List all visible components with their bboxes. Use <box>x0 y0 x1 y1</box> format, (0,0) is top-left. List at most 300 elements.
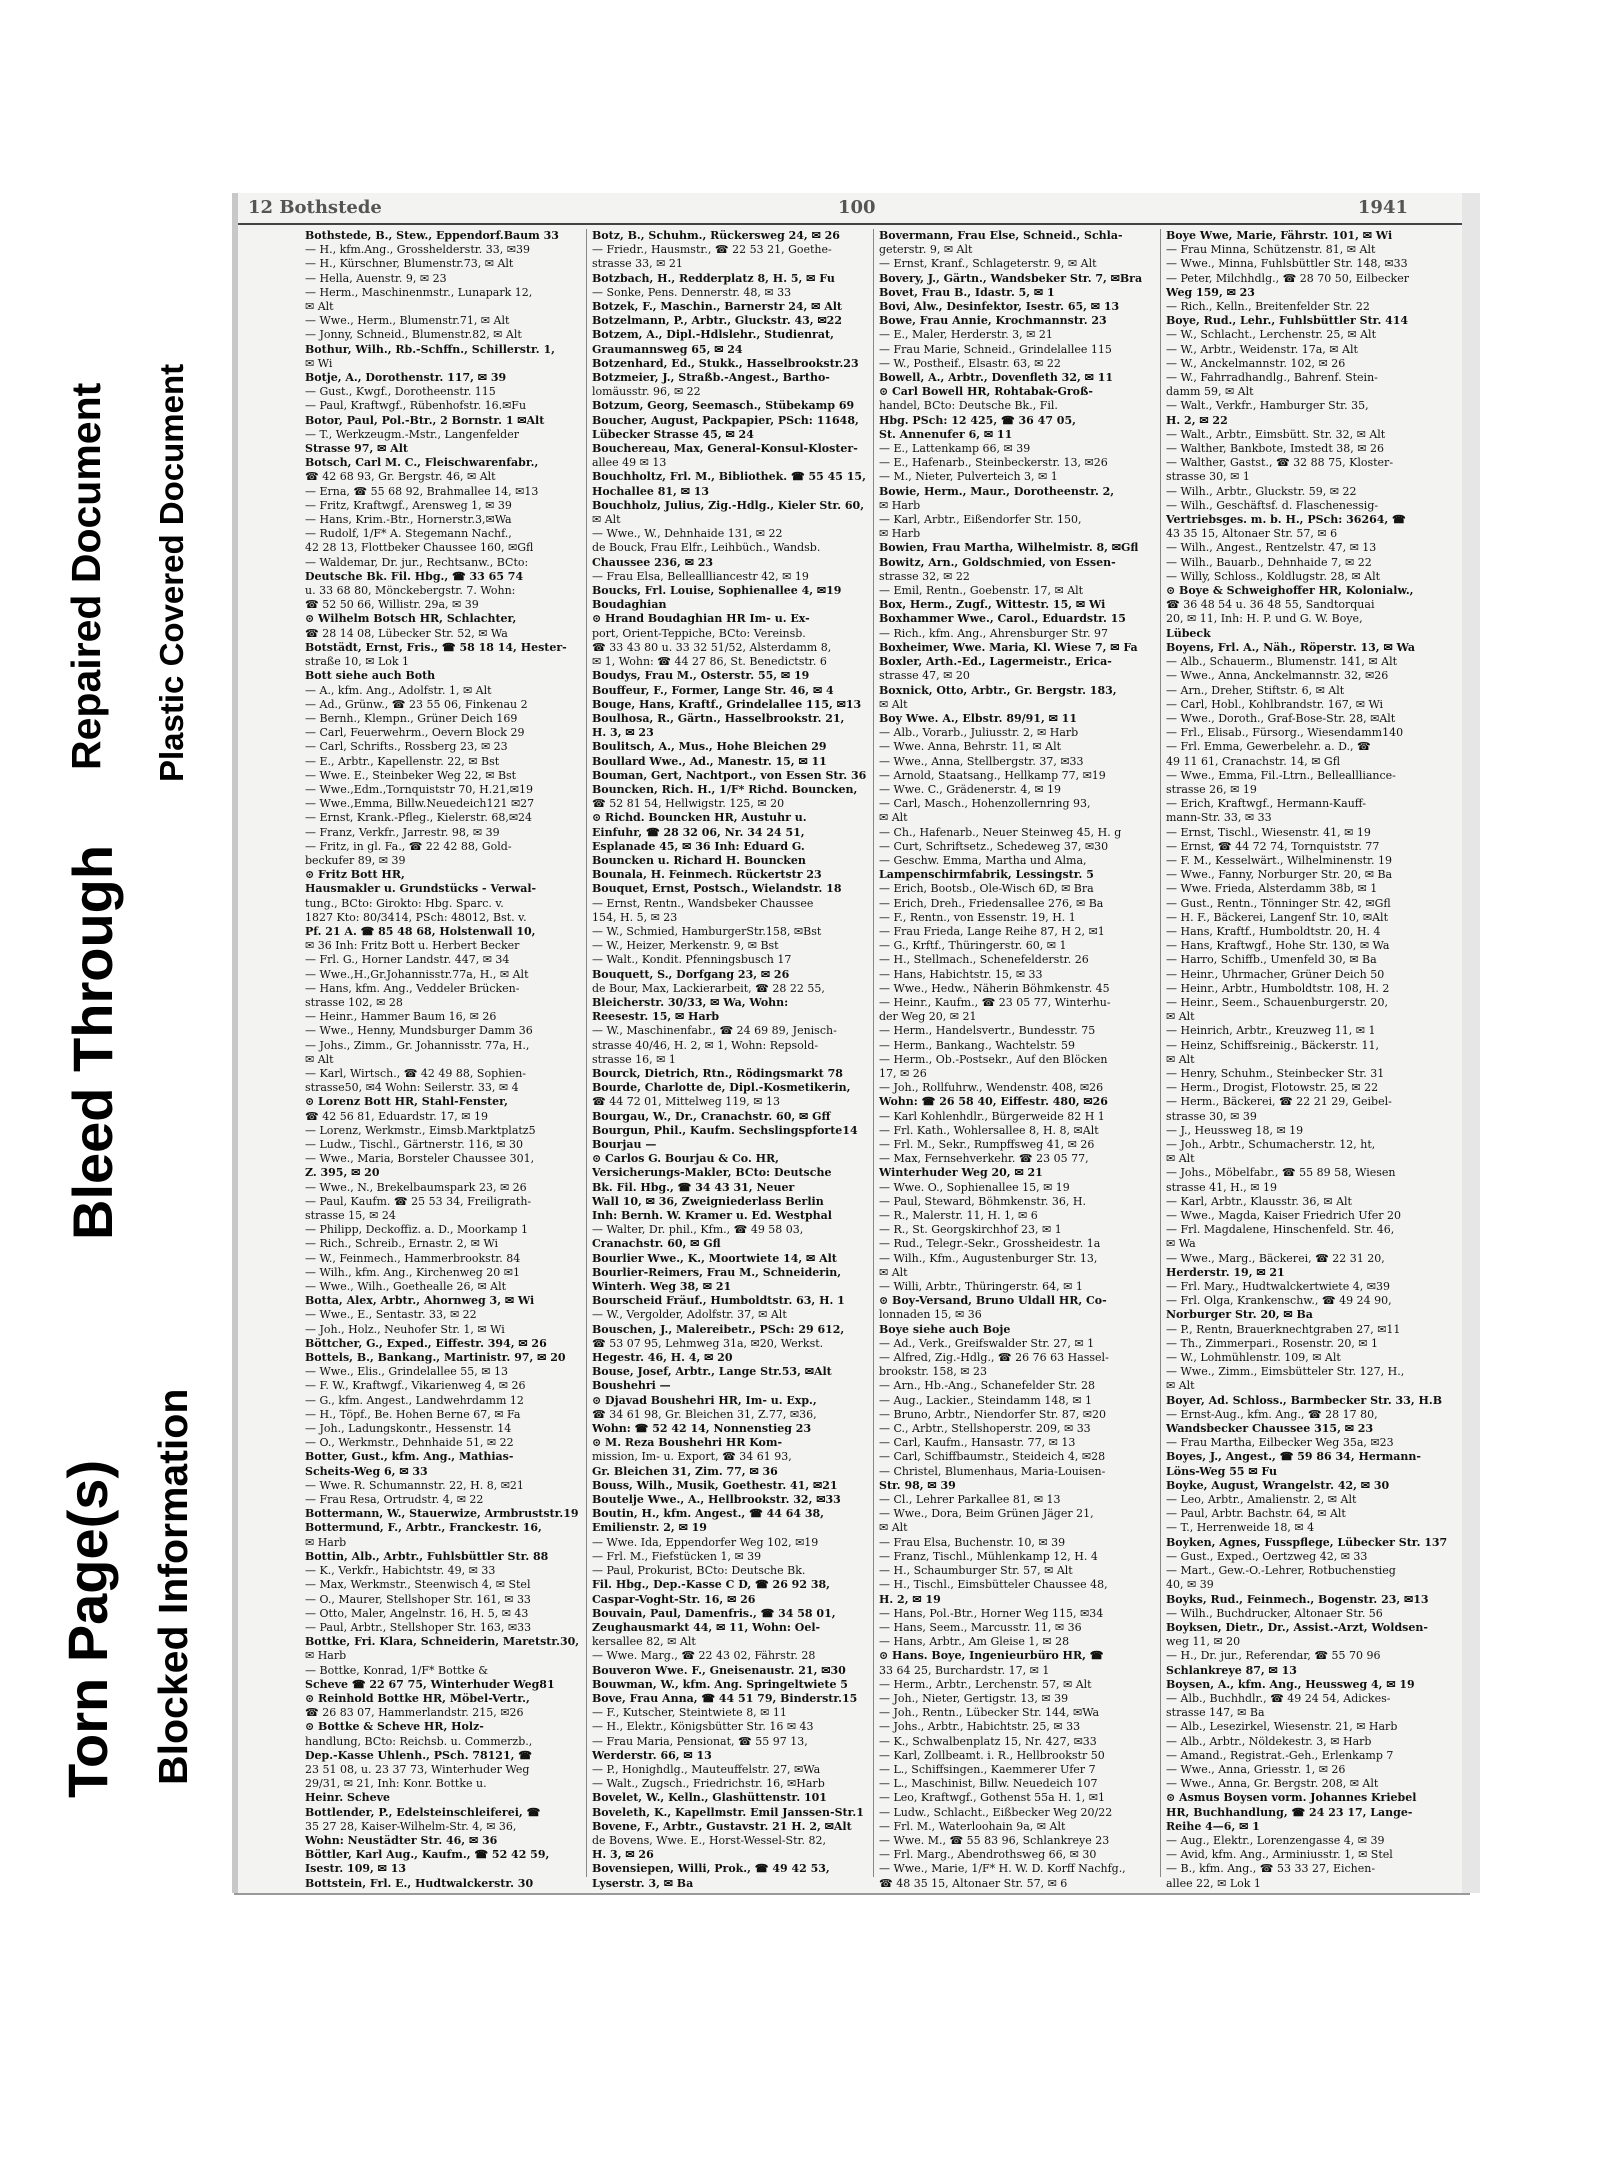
directory-entry: — Wwe., Maria, Borsteler Chaussee 301, <box>305 1152 535 1166</box>
directory-entry: — Wwe., Doroth., Graf-Bose-Str. 28, ✉Alt <box>1166 711 1396 725</box>
directory-entry: — Heinr., Hammer Baum 16, ✉ 26 <box>305 1010 497 1024</box>
directory-entry: — Bruno, Arbtr., Niendorfer Str. 87, ✉20 <box>879 1407 1107 1421</box>
directory-entry: — Avid, kfm. Ang., Arminiusstr. 1, ✉ Stel <box>1166 1848 1393 1862</box>
directory-entry: — W., Anckelmannstr. 102, ✉ 26 <box>1166 356 1346 370</box>
directory-entry: — Alb., Buchhdlr., ☎ 49 24 54, Adickes- <box>1166 1691 1391 1705</box>
directory-entry: Boyes, J., Angest., ☎ 59 86 34, Hermann- <box>1166 1450 1421 1464</box>
directory-entry: Bottlender, P., Edelsteinschleiferei, ☎ <box>305 1805 541 1819</box>
directory-entry: ⊙ M. Reza Boushehri HR Kom- <box>592 1436 783 1450</box>
directory-entry: — F., Rentn., von Essenstr. 19, H. 1 <box>879 910 1076 924</box>
directory-entry: strasse 147, ✉ Ba <box>1166 1706 1265 1720</box>
directory-entry: Boye Wwe, Marie, Fährstr. 101, ✉ Wi <box>1166 229 1393 242</box>
directory-entry: — Wwe. R. Schumannstr. 22, H. 8, ✉21 <box>305 1478 524 1492</box>
directory-entry: Boulhosa, R., Gärtn., Hasselbrookstr. 21, <box>592 711 845 725</box>
directory-entry: Bourscheid Fräuf., Humboldtstr. 63, H. 1 <box>592 1294 845 1308</box>
directory-entry: Bouwman, W., kfm. Ang. Springeltwiete 5 <box>592 1677 848 1691</box>
directory-entry: — Frau Resa, Ortrudstr. 4, ✉ 22 <box>305 1493 484 1507</box>
directory-entry: ⊙ Bottke & Scheve HR, Holz- <box>305 1720 484 1734</box>
directory-entry: — J., Heussweg 18, ✉ 19 <box>1166 1123 1304 1137</box>
directory-entry: — Paul, Kraftwgf., Rübenhofstr. 16.✉Fu <box>305 399 527 413</box>
directory-entry: — Th., Zimmerpari., Rosenstr. 20, ✉ 1 <box>1166 1336 1379 1350</box>
directory-entry: — Wwe., Fanny, Norburger Str. 20, ✉ Ba <box>1166 868 1393 882</box>
directory-column-1 <box>300 229 587 1890</box>
directory-entry: Lübeck <box>1166 626 1211 640</box>
directory-entry: ☎ 26 83 07, Hammerlandstr. 215, ✉26 <box>305 1706 524 1720</box>
directory-entry: — Harro, Schiffb., Umenfeld 30, ✉ Ba <box>1166 953 1377 967</box>
directory-entry: Bouschen, J., Malereibetr., PSch: 29 612, <box>592 1322 845 1336</box>
directory-entry: — P., Rentn, Brauerknechtgraben 27, ✉11 <box>1166 1322 1401 1336</box>
directory-entry: — Ch., Hafenarb., Neuer Steinweg 45, H. g <box>879 825 1122 839</box>
directory-entry: Bouncken, Rich. H., 1/F* Richd. Bouncken, <box>592 782 858 796</box>
directory-entry: Boutelje Wwe., A., Hellbrookstr. 32, ✉33 <box>592 1493 841 1507</box>
directory-entry: — Joh., Holz., Neuhofer Str. 1, ✉ Wi <box>305 1322 505 1336</box>
directory-entry: — Frl. Mary., Hudtwalckertwiete 4, ✉39 <box>1166 1280 1390 1294</box>
directory-entry: lomäusstr. 96, ✉ 22 <box>592 385 701 399</box>
directory-entry: ⊙ Reinhold Bottke HR, Möbel-Vertr., <box>305 1691 530 1705</box>
directory-entry: — G., kfm. Angest., Landwehrdamm 12 <box>305 1393 524 1407</box>
directory-entry: — Johs., Zimm., Gr. Johannisstr. 77a, H., <box>305 1038 530 1052</box>
directory-entry: Boyks, Rud., Feinmech., Bogenstr. 23, ✉13 <box>1166 1592 1429 1606</box>
directory-entry: Wall 10, ✉ 36, Zweigniederlass Berlin <box>592 1194 824 1208</box>
directory-entry: — W., Schlacht., Lerchenstr. 25, ✉ Alt <box>1166 328 1376 342</box>
directory-entry: Bouse, Josef, Arbtr., Lange Str.53, ✉Alt <box>592 1365 832 1379</box>
directory-entry: Bovery, J., Gärtn., Wandsbeker Str. 7, ✉Bra <box>879 271 1143 285</box>
directory-entry: — Fritz, Kraftwgf., Arensweg 1, ✉ 39 <box>305 498 512 512</box>
directory-entry: — Max, Fernsehverkehr. ☎ 23 05 77, <box>879 1152 1089 1166</box>
directory-entry: Bowe, Frau Annie, Krochmannstr. 23 <box>879 314 1107 328</box>
directory-entry: strasse 15, ✉ 24 <box>305 1209 396 1223</box>
directory-entry: — Wwe. O., Sophienallee 15, ✉ 19 <box>879 1180 1070 1194</box>
directory-entry: — Bottke, Konrad, 1/F* Bottke & <box>305 1663 489 1677</box>
directory-entry: — L., Schiffsingen., Kaemmerer Ufer 7 <box>879 1762 1096 1776</box>
directory-entry: ✉ Alt <box>1166 1052 1195 1066</box>
directory-entry: — Carl, Masch., Hohenzollernring 93, <box>879 797 1091 811</box>
directory-entry: — Wwe., Marg., Bäckerei, ☎ 22 31 20, <box>1166 1251 1385 1265</box>
directory-entry: — Erna, ☎ 55 68 92, Brahmallee 14, ✉13 <box>305 484 539 498</box>
directory-entry: ☎ 42 68 93, Gr. Bergstr. 46, ✉ Alt <box>305 470 496 484</box>
directory-entry: Botje, A., Dorothenstr. 117, ✉ 39 <box>305 371 507 385</box>
directory-entry: 43 35 15, Altonaer Str. 57, ✉ 6 <box>1166 527 1338 541</box>
directory-entry: kersallee 82, ✉ Alt <box>592 1635 696 1649</box>
directory-entry: — Paul, Kaufm. ☎ 25 53 34, Freiligrath- <box>305 1194 532 1208</box>
directory-entry: Vertriebsges. m. b. H., PSch: 36264, ☎ <box>1166 513 1406 527</box>
directory-entry: strasse 32, ✉ 22 <box>879 569 970 583</box>
directory-entry: — F. W., Kraftwgf., Vikarienweg 4, ✉ 26 <box>305 1379 526 1393</box>
directory-entry: ⊙ Hrand Boudaghian HR Im- u. Ex- <box>592 612 810 626</box>
directory-columns <box>300 229 1448 1890</box>
directory-entry: Winterhuder Weg 20, ✉ 21 <box>879 1166 1043 1180</box>
directory-entry: ⊙ Fritz Bott HR, <box>305 868 405 882</box>
directory-entry: — R., St. Georgskirchhof 23, ✉ 1 <box>879 1223 1062 1237</box>
directory-entry: ✉ Alt <box>879 1521 908 1535</box>
directory-entry: Botsch, Carl M. C., Fleischwarenfabr., <box>305 456 539 470</box>
directory-entry: Botzem, A., Dipl.-Hdlslehr., Studienrat, <box>592 328 834 342</box>
directory-entry: Cranachstr. 60, ✉ Gfl <box>592 1237 721 1251</box>
directory-entry: Böttcher, G., Exped., Eiffestr. 394, ✉ 26 <box>305 1336 547 1350</box>
directory-entry: — E., Arbtr., Kapellenstr. 22, ✉ Bst <box>305 754 500 768</box>
directory-entry: ☎ 48 35 15, Altonaer Str. 57, ✉ 6 <box>879 1876 1068 1890</box>
directory-entry: — Max, Werkmstr., Steenwisch 4, ✉ Stel <box>305 1578 531 1592</box>
directory-entry: Graumannsweg 65, ✉ 24 <box>592 342 743 356</box>
directory-entry: — A., kfm. Ang., Adolfstr. 1, ✉ Alt <box>305 683 492 697</box>
directory-entry: — Amand., Registrat.-Geh., Erlenkamp 7 <box>1166 1748 1394 1762</box>
directory-entry: strasse 47, ✉ 20 <box>879 669 970 683</box>
directory-entry: ⊙ Asmus Boysen vorm. Johannes Kriebel <box>1166 1791 1417 1805</box>
directory-entry: Reihe 4—6, ✉ 1 <box>1166 1819 1260 1833</box>
directory-entry: Boudys, Frau M., Osterstr. 55, ✉ 19 <box>592 669 810 683</box>
directory-entry: — Hella, Auenstr. 9, ✉ 23 <box>305 271 447 285</box>
directory-entry: — Herm., Handelsvertr., Bundesstr. 75 <box>879 1024 1096 1038</box>
directory-entry: — K., Verkfr., Habichtstr. 49, ✉ 33 <box>305 1564 496 1578</box>
directory-entry: 49 11 61, Cranachstr. 14, ✉ Gfl <box>1166 754 1341 768</box>
directory-entry: — Ernst-Aug., kfm. Ang., ☎ 28 17 80, <box>1166 1407 1378 1421</box>
directory-entry: brookstr. 158, ✉ 23 <box>879 1365 988 1379</box>
directory-entry: — Wwe., E., Sentastr. 33, ✉ 22 <box>305 1308 477 1322</box>
directory-entry: — Heinrich, Arbtr., Kreuzweg 11, ✉ 1 <box>1166 1024 1376 1038</box>
directory-entry: ✉ 1, Wohn: ☎ 44 27 86, St. Benedictstr. 6 <box>592 655 827 669</box>
directory-entry: — Wilh., Arbtr., Gluckstr. 59, ✉ 22 <box>1166 484 1357 498</box>
directory-entry: — Karl, Zollbeamt. i. R., Hellbrookstr 50 <box>879 1748 1105 1762</box>
directory-entry: Boyksen, Dietr., Dr., Assist.-Arzt, Woldsen- <box>1166 1620 1428 1634</box>
directory-entry: Einfuhr, ☎ 28 32 06, Nr. 34 24 51, <box>592 825 805 839</box>
directory-entry: ⊙ Boye & Schweighoffer HR, Kolonialw., <box>1166 584 1414 598</box>
directory-entry: — Erich, Bootsb., Ole-Wisch 6D, ✉ Bra <box>879 882 1094 896</box>
directory-entry: Botzelmann, P., Arbtr., Gluckstr. 43, ✉22 <box>592 314 842 328</box>
directory-entry: Isestr. 109, ✉ 13 <box>305 1862 407 1876</box>
directory-entry: Schlankreye 87, ✉ 13 <box>1166 1663 1297 1677</box>
directory-entry: — Erich, Kraftwgf., Hermann-Kauff- <box>1166 797 1366 811</box>
directory-entry: — Walt., Verkfr., Hamburger Str. 35, <box>1166 399 1369 413</box>
directory-entry: — Wilh., Bauarb., Dehnhaide 7, ✉ 22 <box>1166 555 1372 569</box>
directory-entry: H. 2, ✉ 22 <box>1166 413 1228 427</box>
directory-entry: ⊙ Richd. Bouncken HR, Austuhr u. <box>592 811 807 825</box>
directory-entry: — Hans, Arbtr., Am Gleise 1, ✉ 28 <box>879 1635 1070 1649</box>
directory-entry: Boyens, Frl. A., Näh., Röperstr. 13, ✉ Wa <box>1166 640 1416 654</box>
directory-entry: Heinr. Scheve <box>305 1791 391 1805</box>
directory-entry: — Karl Kohlenhdlr., Bürgerweide 82 H 1 <box>879 1109 1105 1123</box>
directory-entry: — Hans, Habichtstr. 15, ✉ 33 <box>879 967 1043 981</box>
directory-entry: ✉ Alt <box>592 513 621 527</box>
directory-entry: 33 64 25, Burchardstr. 17, ✉ 1 <box>879 1663 1050 1677</box>
directory-entry: — Gust., Rentn., Tönninger Str. 42, ✉Gfl <box>1166 896 1391 910</box>
directory-entry: — Wwe., Wilh., Goethealle 26, ✉ Alt <box>305 1280 507 1294</box>
directory-entry: ☎ 42 56 81, Eduardstr. 17, ✉ 19 <box>305 1109 488 1123</box>
directory-entry: Bourlier Wwe., K., Moortwiete 14, ✉ Alt <box>592 1251 837 1265</box>
directory-entry: Bowien, Frau Martha, Wilhelmistr. 8, ✉Gfl <box>879 541 1139 555</box>
directory-entry: 29/31, ✉ 21, Inh: Konr. Bottke u. <box>305 1777 487 1791</box>
directory-entry: — Wilh., kfm. Ang., Kirchenweg 20 ✉1 <box>305 1265 520 1279</box>
directory-entry: Scheits-Weg 6, ✉ 33 <box>305 1464 428 1478</box>
directory-entry: — Wwe., Anna, Anckelmannstr. 32, ✉26 <box>1166 669 1389 683</box>
directory-entry: ☎ 53 07 95, Lehmweg 31a, ✉20, Werkst. <box>592 1336 824 1350</box>
directory-entry: Bottermann, W., Stauerwize, Armbruststr.19 <box>305 1507 579 1521</box>
directory-entry: — Wwe., W., Dehnhaide 131, ✉ 22 <box>592 527 783 541</box>
directory-entry: — Walt., Kondit. Pfenningsbusch 17 <box>592 953 792 967</box>
directory-entry: — W., Fahrradhandlg., Bahrenf. Stein- <box>1166 371 1378 385</box>
directory-entry: — Wwe., Magda, Kaiser Friedrich Ufer 20 <box>1166 1209 1401 1223</box>
directory-entry: — Rudolf, 1/F* A. Stegemann Nachf., <box>305 527 512 541</box>
directory-entry: Chaussee 236, ✉ 23 <box>592 555 714 569</box>
directory-entry: Boushehri — <box>592 1379 671 1393</box>
directory-entry: HR, Buchhandlung, ☎ 24 23 17, Lange- <box>1166 1805 1413 1819</box>
directory-entry: Botzmeier, J., Straßb.-Angest., Bartho- <box>592 371 830 385</box>
label-blocked-information: Blocked Information <box>150 1388 196 1785</box>
directory-entry: — Ernst, ☎ 44 72 74, Tornquiststr. 77 <box>1166 839 1380 853</box>
directory-column-2 <box>587 229 874 1890</box>
directory-entry: Hbg. PSch: 12 425, ☎ 36 47 05, <box>879 413 1076 427</box>
directory-entry: de Bour, Max, Lackierarbeit, ☎ 28 22 55, <box>592 981 825 995</box>
directory-entry: Bottermund, F., Arbtr., Franckestr. 16, <box>305 1521 542 1535</box>
directory-entry: — M., Nieter, Pulverteich 3, ✉ 1 <box>879 470 1058 484</box>
directory-entry: — Sonke, Pens. Dennerstr. 48, ✉ 33 <box>592 285 792 299</box>
directory-entry: ✉ 36 Inh: Fritz Bott u. Herbert Becker <box>305 939 520 953</box>
directory-entry: strasse50, ✉4 Wohn: Seilerstr. 33, ✉ 4 <box>305 1081 519 1095</box>
directory-entry: — Waldemar, Dr. jur., Rechtsanw., BCto: <box>305 555 529 569</box>
directory-entry: — Arnold, Staatsang., Hellkamp 77, ✉19 <box>879 768 1106 782</box>
directory-entry: 20, ✉ 11, Inh: H. P. und G. W. Boye, <box>1166 612 1363 626</box>
directory-entry: — K., Schwalbenplatz 15, Nr. 427, ✉33 <box>879 1734 1097 1748</box>
directory-entry: — Carl, Schrifts., Rossberg 23, ✉ 23 <box>305 740 508 754</box>
directory-entry: Böttler, Karl Aug., Kaufm., ☎ 52 42 59, <box>305 1848 550 1862</box>
directory-entry: Boxheimer, Wwe. Maria, Kl. Wiese 7, ✉ Fa <box>879 640 1138 654</box>
directory-entry: Botzenhard, Ed., Stukk., Hasselbrookstr.23 <box>592 356 859 370</box>
directory-entry: mann-Str. 33, ✉ 33 <box>1166 811 1272 825</box>
directory-entry: — Cl., Lehrer Parkallee 81, ✉ 13 <box>879 1493 1061 1507</box>
directory-entry: — Bernh., Klempn., Grüner Deich 169 <box>305 711 518 725</box>
directory-entry: Boysen, A., kfm. Ang., Heussweg 4, ✉ 19 <box>1166 1677 1415 1691</box>
directory-entry: — W., Maschinenfabr., ☎ 24 69 89, Jenisch- <box>592 1024 837 1038</box>
directory-entry: Wandsbecker Chaussee 315, ✉ 23 <box>1166 1422 1374 1436</box>
directory-entry: ☎ 33 43 80 u. 33 32 51/52, Alsterdamm 8, <box>592 640 832 654</box>
directory-entry: der Weg 20, ✉ 21 <box>879 1010 977 1024</box>
directory-entry: — Leo, Arbtr., Amalienstr. 2, ✉ Alt <box>1166 1493 1357 1507</box>
directory-entry: — Ernst, Tischl., Wiesenstr. 41, ✉ 19 <box>1166 825 1371 839</box>
directory-entry: Botstädt, Ernst, Fris., ☎ 58 18 14, Hester- <box>305 640 567 654</box>
directory-entry: — H., Tischl., Eimsbütteler Chaussee 48, <box>879 1578 1108 1592</box>
directory-entry: — Joh., Nieter, Gertigstr. 13, ✉ 39 <box>879 1691 1069 1705</box>
directory-entry: — Johs., Möbelfabr., ☎ 55 89 58, Wiesen <box>1166 1166 1396 1180</box>
directory-entry: Bowie, Herm., Maur., Dorotheenstr. 2, <box>879 484 1115 498</box>
directory-entry: de Bouck, Frau Elfr., Leihbüch., Wandsb. <box>592 541 821 555</box>
directory-entry: handlung, BCto: Reichsb. u. Commerzb., <box>305 1734 533 1748</box>
directory-entry: — Joh., Rollfuhrw., Wendenstr. 408, ✉26 <box>879 1081 1104 1095</box>
directory-entry: — Rud., Telegr.-Sekr., Grossheidestr. 1a <box>879 1237 1101 1251</box>
directory-entry: — Alb., Arbtr., Nöldekestr. 3, ✉ Harb <box>1166 1734 1372 1748</box>
directory-entry: Bouchholtz, Frl. M., Bibliothek. ☎ 55 45 15, <box>592 470 866 484</box>
directory-entry: — Paul, Arbtr. Bachstr. 64, ✉ Alt <box>1166 1507 1346 1521</box>
directory-entry: — Ludw., Schlacht., Eißbecker Weg 20/22 <box>879 1805 1113 1819</box>
directory-entry: — Walter, Dr. phil., Kfm., ☎ 49 58 03, <box>592 1223 804 1237</box>
directory-entry: Boy Wwe. A., Elbstr. 89/91, ✉ 11 <box>879 711 1077 725</box>
directory-entry: — Frau Martha, Eilbecker Weg 35a, ✉23 <box>1166 1436 1394 1450</box>
directory-entry: damm 59, ✉ Alt <box>1166 385 1254 399</box>
directory-entry: Bourgun, Phil., Kaufm. Sechslingspforte14 <box>592 1123 858 1137</box>
directory-entry: — Lorenz, Werkmstr., Eimsb.Marktplatz5 <box>305 1123 536 1137</box>
directory-entry: ☎ 52 81 54, Hellwigstr. 125, ✉ 20 <box>592 797 785 811</box>
directory-entry: ✉ Wa <box>1166 1237 1196 1251</box>
directory-entry: — Wwe., Zimm., Eimsbütteler Str. 127, H., <box>1166 1365 1405 1379</box>
directory-entry: strasse 40/46, H. 2, ✉ 1, Wohn: Repsold- <box>592 1038 819 1052</box>
directory-entry: Strasse 97, ✉ Alt <box>305 442 408 456</box>
directory-entry: — Wwe. Anna, Behrstr. 11, ✉ Alt <box>879 740 1062 754</box>
directory-entry: — Ernst, Kranf., Schlageterstr. 9, ✉ Alt <box>879 257 1097 271</box>
directory-entry: — Wwe., Hedw., Näherin Böhmkenstr. 45 <box>879 981 1110 995</box>
directory-entry: Bovermann, Frau Else, Schneid., Schla- <box>879 229 1123 242</box>
directory-entry: Boxhammer Wwe., Carol., Eduardstr. 15 <box>879 612 1126 626</box>
directory-entry: ✉ Alt <box>1166 1010 1195 1024</box>
directory-entry: — Herm., Bankang., Wachtelstr. 59 <box>879 1038 1076 1052</box>
directory-entry: Bowell, A., Arbtr., Dovenfleth 32, ✉ 11 <box>879 371 1114 385</box>
directory-entry: Emilienstr. 2, ✉ 19 <box>592 1521 707 1535</box>
directory-entry: — Joh., Ladungskontr., Hessenstr. 14 <box>305 1422 512 1436</box>
directory-entry: — Wwe. C., Grädenerstr. 4, ✉ 19 <box>879 782 1062 796</box>
damage-labels <box>0 0 220 2177</box>
directory-entry: — Joh., Arbtr., Schumacherstr. 12, ht, <box>1166 1138 1376 1151</box>
directory-entry: Versicherungs-Makler, BCto: Deutsche <box>592 1166 832 1180</box>
directory-entry: — Wwe., Henny, Mundsburger Damm 36 <box>305 1024 533 1038</box>
directory-entry: Boxler, Arth.-Ed., Lagermeistr., Erica- <box>879 655 1112 669</box>
directory-entry: Bourde, Charlotte de, Dipl.-Kosmetikerin, <box>592 1081 851 1095</box>
directory-entry: — Wwe., Anna, Griesstr. 1, ✉ 26 <box>1166 1762 1346 1776</box>
directory-entry: Lübecker Strasse 45, ✉ 24 <box>592 427 754 441</box>
directory-entry: St. Annenufer 6, ✉ 11 <box>879 427 1013 441</box>
directory-entry: ☎ 28 14 08, Lübecker Str. 52, ✉ Wa <box>305 626 508 640</box>
directory-entry: — Frl. Magdalene, Hinschenfeld. Str. 46, <box>1166 1223 1395 1237</box>
directory-entry: — Philipp, Deckoffiz. a. D., Moorkamp 1 <box>305 1223 528 1237</box>
directory-entry: — Gust., Exped., Oertzweg 42, ✉ 33 <box>1166 1549 1368 1563</box>
directory-entry: 1827 Kto: 80/3414, PSch: 48012, Bst. v. <box>305 910 527 924</box>
directory-entry: Bouchholz, Julius, Zig.-Hdlg., Kieler Str. 60, <box>592 498 865 512</box>
directory-entry: strasse 26, ✉ 19 <box>1166 782 1257 796</box>
directory-entry: H. 3, ✉ 26 <box>592 1848 654 1862</box>
directory-entry: — Herm., Ob.-Postsekr., Auf den Blöcken <box>879 1052 1108 1066</box>
directory-entry: Boye siehe auch Boje <box>879 1322 1011 1336</box>
directory-entry: — Alb., Schauerm., Blumenstr. 141, ✉ Alt <box>1166 655 1398 669</box>
directory-entry: Botta, Alex, Arbtr., Ahornweg 3, ✉ Wi <box>305 1294 535 1308</box>
directory-entry: — Alfred, Zig.-Hdlg., ☎ 26 76 63 Hassel- <box>879 1351 1109 1365</box>
directory-entry: ✉ Harb <box>305 1649 347 1663</box>
directory-entry: Bleicherstr. 30/33, ✉ Wa, Wohn: <box>592 995 789 1009</box>
directory-entry: Boudaghian <box>592 598 667 612</box>
directory-entry: Boxnick, Otto, Arbtr., Gr. Bergstr. 183, <box>879 683 1117 697</box>
directory-entry: — Frl. M., Fiefstücken 1, ✉ 39 <box>592 1549 762 1563</box>
directory-entry: — Wwe.,Emma, Billw.Neuedeich121 ✉27 <box>305 797 535 811</box>
directory-entry: — Wwe. Ida, Eppendorfer Weg 102, ✉19 <box>592 1535 819 1549</box>
directory-column-3 <box>874 229 1161 1890</box>
directory-entry: — O., Maurer, Stellshoper Str. 161, ✉ 33 <box>305 1592 531 1606</box>
directory-entry: — Walt., Zugsch., Friedrichstr. 16, ✉Harb <box>592 1777 825 1791</box>
directory-entry: Norburger Str. 20, ✉ Ba <box>1166 1308 1313 1322</box>
directory-entry: — F., Kutscher, Steintwiete 8, ✉ 11 <box>592 1706 787 1720</box>
directory-entry: — Heinr., Uhrmacher, Grüner Deich 50 <box>1166 967 1385 981</box>
page-header <box>238 193 1468 225</box>
directory-entry: — Emil, Rentn., Goebenstr. 17, ✉ Alt <box>879 584 1084 598</box>
directory-entry: — G., Krftf., Thüringerstr. 60, ✉ 1 <box>879 939 1067 953</box>
directory-entry: Herderstr. 19, ✉ 21 <box>1166 1265 1285 1279</box>
directory-entry: Reesestr. 15, ✉ Harb <box>592 1010 720 1024</box>
directory-entry: ☎ 36 48 54 u. 36 48 55, Sandtorquai <box>1166 598 1375 612</box>
directory-entry: — Heinr., Arbtr., Humboldtstr. 108, H. 2 <box>1166 981 1390 995</box>
directory-entry: Boutin, H., kfm. Angest., ☎ 44 64 38, <box>592 1507 825 1521</box>
directory-entry: Bott siehe auch Both <box>305 669 436 683</box>
directory-entry: — Wwe. Frieda, Alsterdamm 38b, ✉ 1 <box>1166 882 1378 896</box>
directory-entry: — Henry, Schuhm., Steinbecker Str. 31 <box>1166 1066 1385 1080</box>
directory-entry: — Frl. Olga, Krankenschw., ☎ 49 24 90, <box>1166 1294 1392 1308</box>
directory-entry: — Wwe. Marg., ☎ 22 43 02, Fährstr. 28 <box>592 1649 816 1663</box>
directory-entry: — F. M., Kesselwärt., Wilhelminenstr. 19 <box>1166 853 1393 867</box>
directory-entry: ✉ Harb <box>305 1535 347 1549</box>
directory-entry: — H., Schaumburger Str. 57, ✉ Alt <box>879 1564 1073 1578</box>
directory-entry: Bovelet, W., Kelln., Glashüttenstr. 101 <box>592 1791 827 1805</box>
directory-entry: ✉ Harb <box>879 498 921 512</box>
directory-entry: — Rich., kfm. Ang., Ahrensburger Str. 97 <box>879 626 1108 640</box>
directory-entry: — W., Heizer, Merkenstr. 9, ✉ Bst <box>592 939 779 953</box>
directory-entry: — Wilh., Buchdrucker, Altonaer Str. 56 <box>1166 1606 1383 1620</box>
directory-entry: ⊙ Wilhelm Botsch HR, Schlachter, <box>305 612 517 626</box>
directory-entry: — H., Töpf., Be. Hohen Berne 67, ✉ Fa <box>305 1407 521 1421</box>
directory-entry: Zeughausmarkt 44, ✉ 11, Wohn: Oel- <box>592 1620 821 1634</box>
directory-entry: Hegestr. 46, H. 4, ✉ 20 <box>592 1351 733 1365</box>
directory-entry: Dep.-Kasse Uhlenh., PSch. 78121, ☎ <box>305 1748 532 1762</box>
directory-entry: — B., kfm. Ang., ☎ 53 33 27, Eichen- <box>1166 1862 1376 1876</box>
directory-entry: — Rich., Kelln., Breitenfelder Str. 22 <box>1166 300 1370 314</box>
directory-entry: Bouncken u. Richard H. Bouncken <box>592 853 806 867</box>
directory-entry: — Wwe., Anna, Stellbergstr. 37, ✉33 <box>879 754 1084 768</box>
directory-entry: mission, Im- u. Export, ☎ 34 61 93, <box>592 1450 792 1464</box>
label-bleed-through: Bleed Through <box>61 844 124 1240</box>
directory-entry: strasse 102, ✉ 28 <box>305 995 403 1009</box>
directory-entry: — Mart., Gew.-O.-Lehrer, Rotbuchenstieg <box>1166 1564 1396 1578</box>
directory-entry: Botter, Gust., kfm. Ang., Mathias- <box>305 1450 514 1464</box>
directory-entry: — Frl. M., Waterloohain 9a, ✉ Alt <box>879 1819 1066 1833</box>
directory-entry: 154, H. 5, ✉ 23 <box>592 910 678 924</box>
directory-entry: — Frau Minna, Schützenstr. 81, ✉ Alt <box>1166 243 1376 257</box>
directory-entry: — Heinr., Kaufm., ☎ 23 05 77, Winterhu- <box>879 995 1111 1009</box>
directory-entry: — Ernst, Krank.-Pfleg., Kielerstr. 68,✉24 <box>305 811 533 825</box>
directory-entry: Bouvain, Paul, Damenfris., ☎ 34 58 01, <box>592 1606 836 1620</box>
directory-entry: Bounala, H. Feinmech. Rückertstr 23 <box>592 868 822 882</box>
directory-column-4 <box>1161 229 1448 1890</box>
directory-entry: Bottin, Alb., Arbtr., Fuhlsbüttler Str. 88 <box>305 1549 549 1563</box>
directory-entry: Lyserstr. 3, ✉ Ba <box>592 1876 694 1890</box>
directory-entry: — Wwe. E., Steinbeker Weg 22, ✉ Bst <box>305 768 517 782</box>
directory-entry: Boullard Wwe., Ad., Manestr. 15, ✉ 11 <box>592 754 827 768</box>
directory-entry: — Wwe., Elis., Grindelallee 55, ✉ 13 <box>305 1365 508 1379</box>
directory-entry: — Leo, Kraftwgf., Gothenst 55a H. 1, ✉1 <box>879 1791 1105 1805</box>
directory-entry: ☎ 44 72 01, Mittelweg 119, ✉ 13 <box>592 1095 780 1109</box>
directory-entry: Bk. Fil. Hbg., ☎ 34 43 31, Neuer <box>592 1180 795 1194</box>
directory-entry: strasse 30, ✉ 1 <box>1166 470 1250 484</box>
directory-entry: — Friedr., Hausmstr., ☎ 22 53 21, Goethe- <box>592 243 832 257</box>
directory-entry: Boye, Rud., Lehr., Fuhlsbüttler Str. 414 <box>1166 314 1409 328</box>
directory-entry: — Hans, Seem., Marcusstr. 11, ✉ 36 <box>879 1620 1082 1634</box>
directory-entry: — E., Maler, Herderstr. 3, ✉ 21 <box>879 328 1053 342</box>
directory-entry: — Alb., Vorarb., Juliusstr. 2, ✉ Harb <box>879 726 1079 740</box>
directory-entry: — Otto, Maler, Angelnstr. 16, H. 5, ✉ 43 <box>305 1606 529 1620</box>
directory-entry: — Herm., Bäckerei, ☎ 22 21 29, Geibel- <box>1166 1095 1392 1109</box>
label-repaired-document: Repaired Document <box>63 382 109 770</box>
directory-entry: — W., Postheif., Elsastr. 63, ✉ 22 <box>879 356 1061 370</box>
directory-entry: — H., Kürschner, Blumenstr.73, ✉ Alt <box>305 257 514 271</box>
header-left: 12 Bothstede <box>248 197 382 218</box>
directory-entry: allee 49 ✉ 13 <box>592 456 667 470</box>
directory-entry: — Christel, Blumenhaus, Maria-Louisen- <box>879 1464 1106 1478</box>
directory-entry: allee 22, ✉ Lok 1 <box>1166 1876 1261 1890</box>
directory-entry: — Alb., Lesezirkel, Wiesenstr. 21, ✉ Harb <box>1166 1720 1398 1734</box>
directory-entry: ⊙ Carlos G. Bourjau & Co. HR, <box>592 1152 779 1166</box>
directory-entry: port, Orient-Teppiche, BCto: Vereinsb. <box>592 626 806 640</box>
directory-entry: weg 11, ✉ 20 <box>1166 1635 1241 1649</box>
